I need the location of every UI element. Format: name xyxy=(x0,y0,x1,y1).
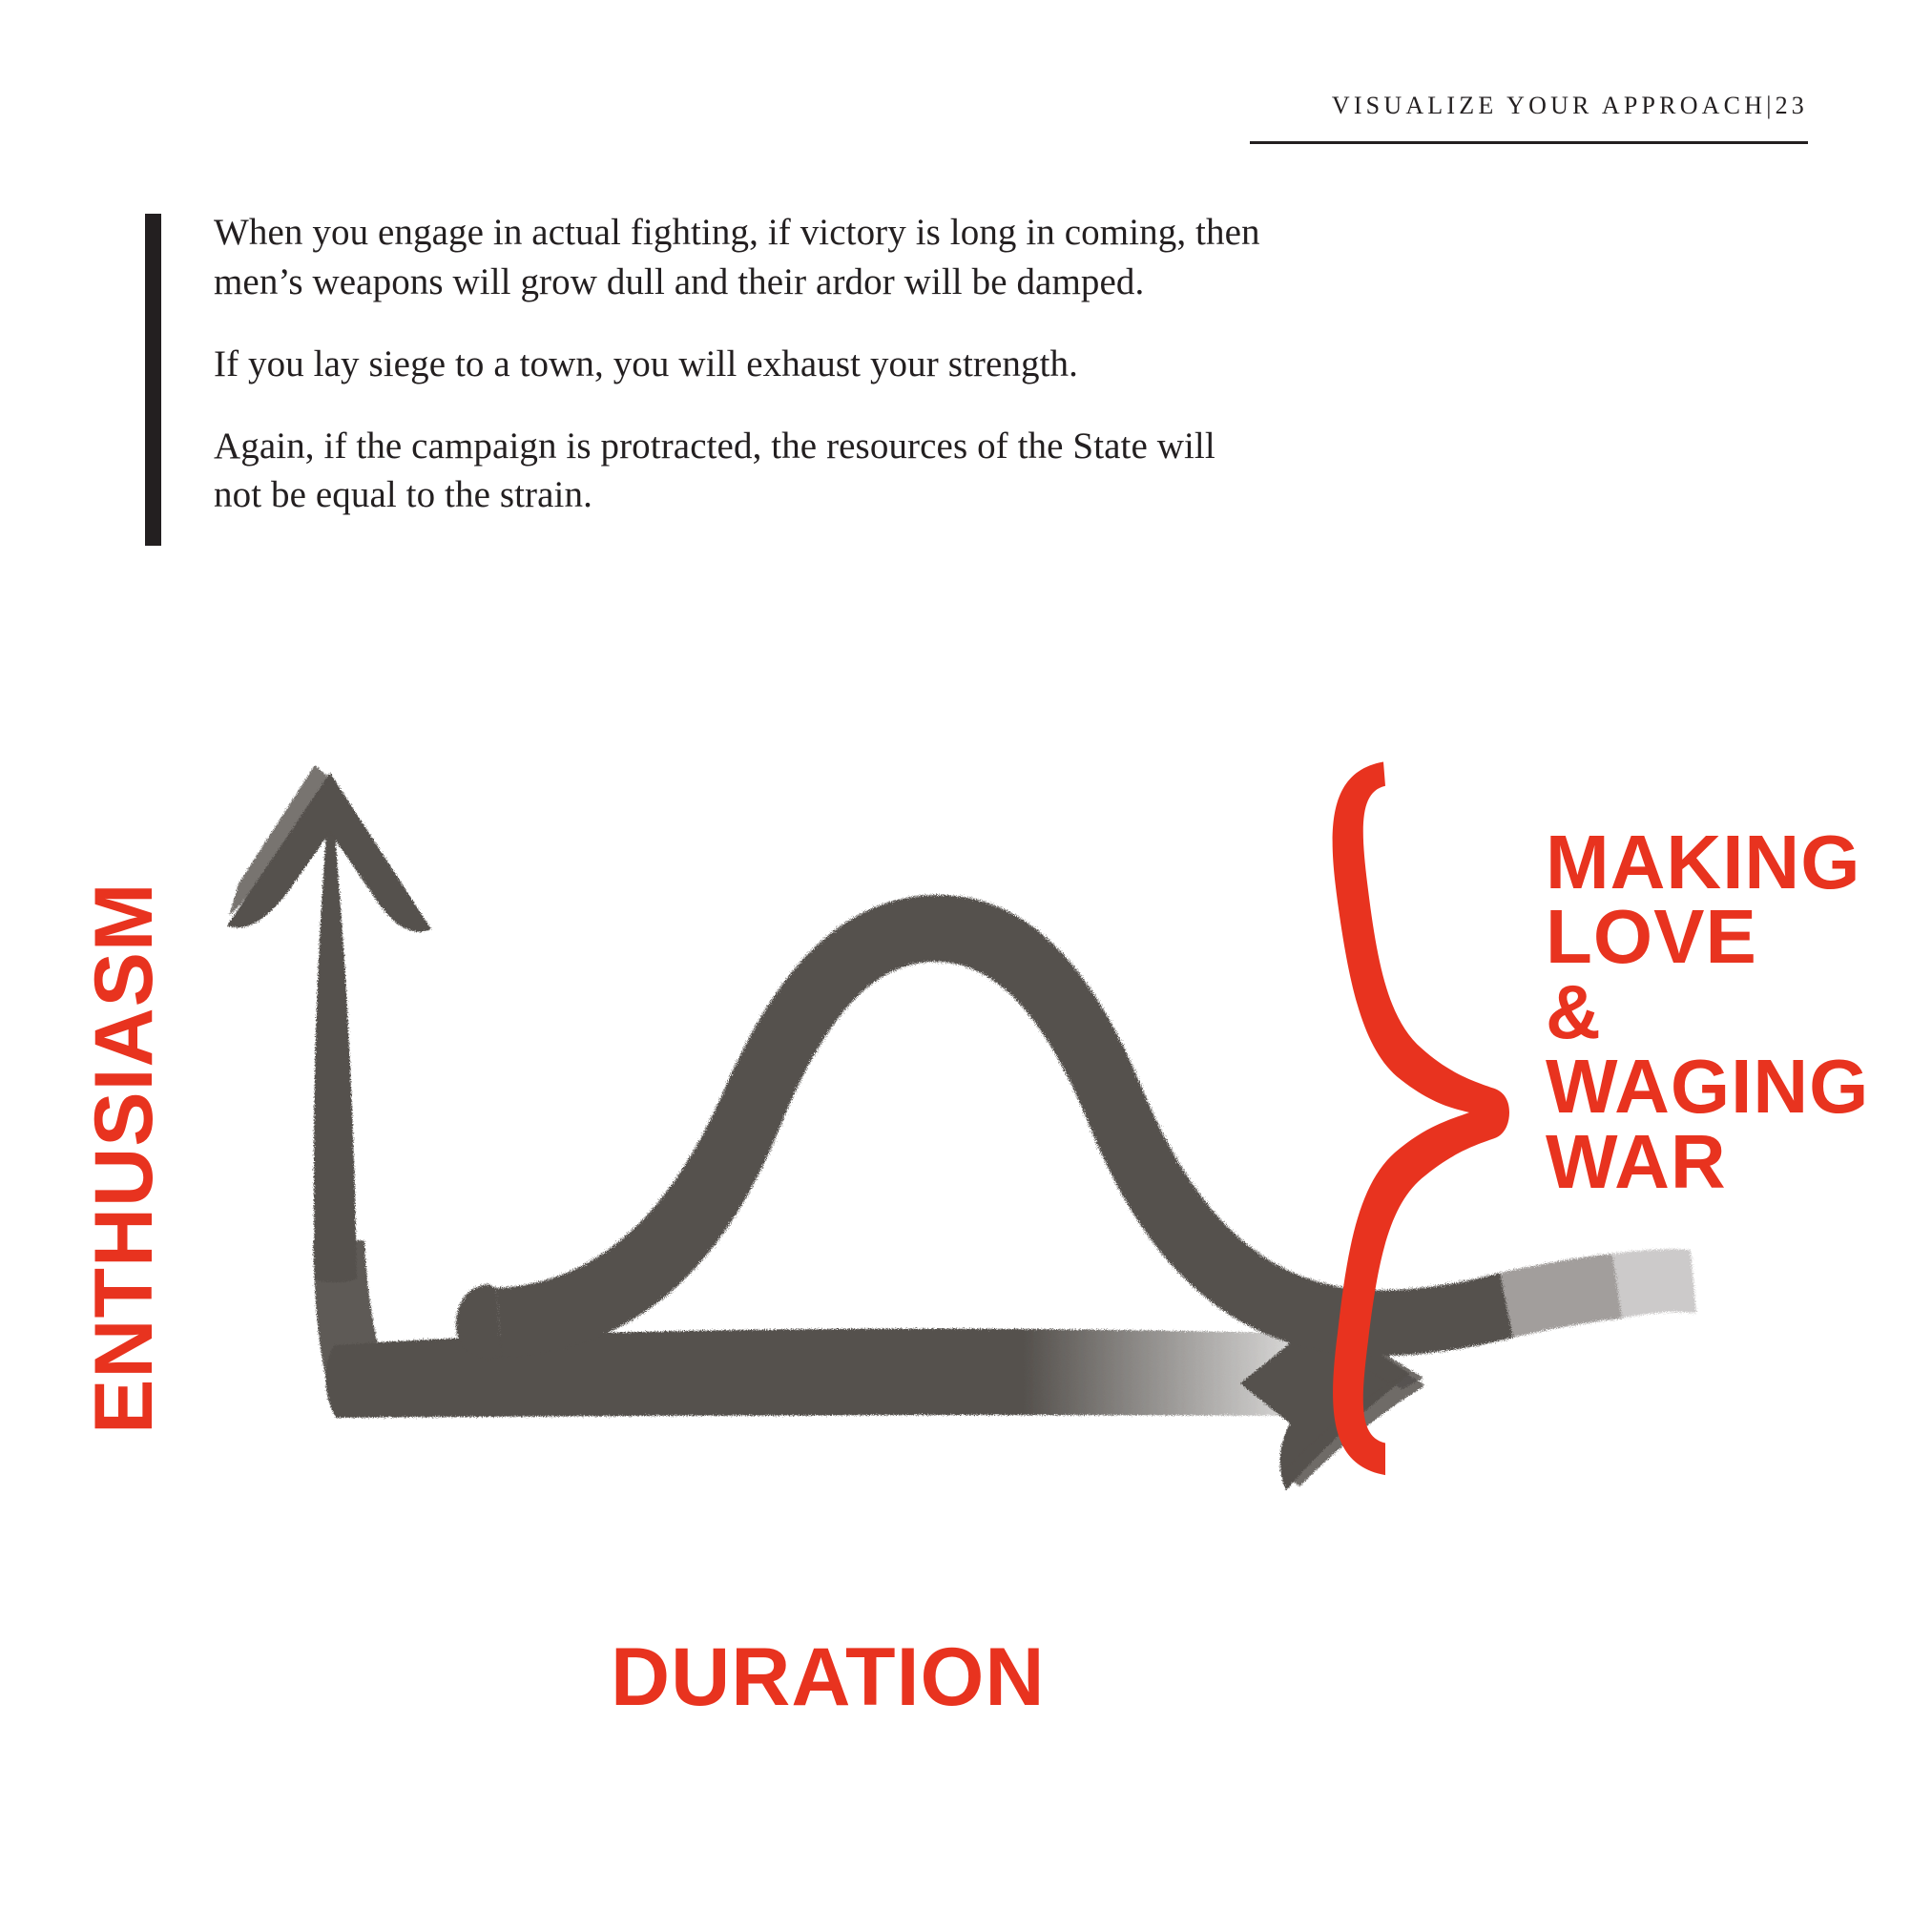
y-axis-label: ENTHUSIASM xyxy=(78,882,170,1434)
x-axis-label: DURATION xyxy=(611,1631,1046,1723)
page-header xyxy=(1250,92,1808,144)
quote-rule xyxy=(145,214,161,546)
header-separator: | xyxy=(1766,92,1776,119)
brace-label-line-1: MAKING xyxy=(1546,820,1861,904)
brace-label-line-4: WAGING xyxy=(1546,1044,1870,1130)
page-number: 23 xyxy=(1775,92,1808,119)
quote-paragraph: If you lay siege to a town, you will exhaust your strength. xyxy=(214,343,1078,384)
brace-label xyxy=(1546,820,1870,1204)
quote-paragraph: Again, if the campaign is protracted, the resources of the State will not be equal to the strain. xyxy=(214,425,1215,516)
chart-artwork xyxy=(0,611,1932,1932)
brace-label-line-3: & xyxy=(1546,968,1602,1054)
enthusiasm-duration-chart xyxy=(0,611,1932,1932)
brace-label-line-2: LOVE xyxy=(1546,894,1757,980)
brace-label-line-5: WAR xyxy=(1546,1118,1727,1204)
red-brace xyxy=(1333,762,1509,1476)
quote-paragraph: When you engage in actual fighting, if victory is long in coming, then men’s weapons will grow dull and their ardor will be damped. xyxy=(214,212,1260,302)
y-axis-arrow xyxy=(227,765,431,1282)
quote-block xyxy=(145,208,1320,520)
running-head: VISUALIZE YOUR APPROACH xyxy=(1331,92,1767,119)
enthusiasm-curve xyxy=(456,895,1696,1359)
